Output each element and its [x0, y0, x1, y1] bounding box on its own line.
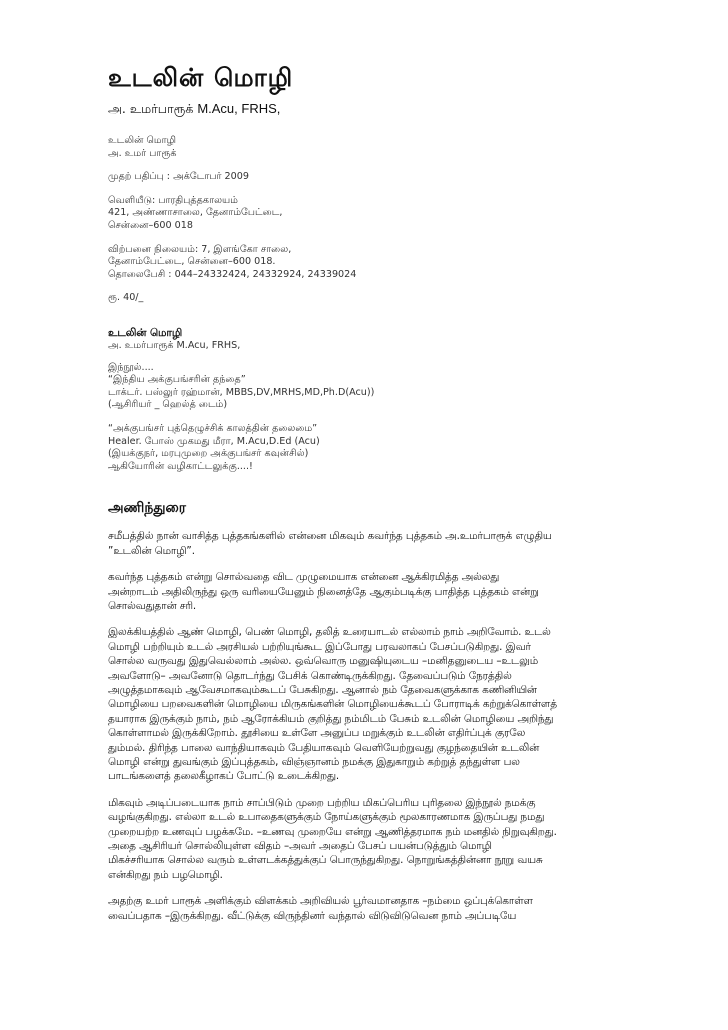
foreword-paragraph	[108, 796, 628, 882]
second-title-block	[108, 327, 628, 353]
author-line	[108, 100, 628, 117]
sales-line: தொலைபேசி : 044–24332424, 24332924, 24339024	[108, 268, 357, 280]
dedication-line: (ஆசிரியர் _ ஹெல்த் டைம்)	[108, 399, 228, 411]
text-line: மொழியை பறவைகளின் மொழியை மிருகங்களின் மொழியைக்கூடப் போராடிக் கற்றுக்கொள்ளத்	[108, 698, 557, 711]
second-book-title: உடலின் மொழி	[108, 326, 183, 339]
text-line: மிகச்சரியாக சொல்ல வரும் உள்ளடக்கத்துக்குப் பொருந்துகிறது. நொறுங்கத்தின்னா நூறு வயசு	[108, 854, 543, 867]
dedication-line: (இயக்குநர், மரபுமுறை அக்குபங்சர் கவுன்சில்)	[108, 448, 309, 460]
dedication-line: டாக்டர். பஸ்லுர் ரஹ்மான், MBBS,DV,MRHS,MD,Ph.D(Acu))	[108, 386, 375, 398]
edition-line: முதற் பதிப்பு : அக்டோபர் 2009	[108, 171, 249, 183]
dedication-line: இந்நூல்....	[108, 361, 154, 373]
foreword-paragraph	[108, 529, 628, 558]
foreword-paragraph	[108, 625, 628, 783]
dedication-line: “இந்திய அக்குபங்சரின் தந்தை”	[108, 374, 246, 386]
text-line: அவளோடு– அவனோடு தொடர்ந்து பேசிக் கொண்டிருக்கிறது. தேவைப்படும் நேரத்தில்	[108, 669, 512, 682]
text-line: கவர்ந்த புத்தகம் என்று சொல்வதை விட முழுமையாக என்னை ஆக்கிரமித்த அல்லது	[108, 571, 500, 584]
foreword-heading: அணிந்துரை	[108, 500, 186, 517]
publisher-line: 421, அண்ணாசாலை, தேனாம்பேட்டை,	[108, 207, 283, 219]
text-line: மொழி என்று துவங்கும் இப்புத்தகம், விஞ்ஞானம் நமக்கு இதுகாறும் கற்றுத் தந்துள்ள பல	[108, 755, 520, 768]
text-line: சொல்வதுதான் சரி.	[108, 599, 197, 612]
dedication-block-2	[108, 423, 628, 473]
text-line: ”உடலின் மொழி”.	[108, 544, 196, 557]
text-line: இலக்கியத்தில் ஆண் மொழி, பெண் மொழி, தலித் உரையாடல் எல்லாம் நாம் அறிவோம். உடல்	[108, 626, 551, 639]
publisher-info	[108, 195, 628, 233]
text-line: சமீபத்தில் நான் வாசித்த புத்தகங்களில் என்னை மிகவும் கவர்ந்த புத்தகம் அ.உமர்பாரூக் எழுதிய	[108, 530, 552, 543]
book-name: உடலின் மொழி	[108, 135, 177, 146]
dedication-block	[108, 362, 628, 412]
book-title: உடலின் மொழி	[108, 63, 294, 92]
price-info	[108, 292, 628, 305]
text-line: மொழி பற்றியும் உடல் அரசியல் பற்றியுங்கூட இப்போது பரவலாகப் பேசப்படுகிறது. இவர்	[108, 640, 531, 653]
text-line: அதை ஆசிரியர் சொல்லியுள்ள விதம் –அவர் அதைப் பேசப் பயன்படுத்தும் மொழி	[108, 840, 492, 852]
foreword-paragraph	[108, 894, 628, 923]
text-line: அன்றாடம் அதிலிருந்து ஒரு வரியையேனும் நினைத்தே ஆகும்படிக்கு பாதித்த புத்தகம் என்று	[108, 585, 539, 598]
text-line: தயாராக இருக்கும் நாம், நம் ஆரோக்கியம் குறித்து நம்மிடம் பேசும் உடலின் மொழியை அறிந்து	[108, 712, 554, 725]
text-line: முறையற்ற உணவுப் பழக்கமே. –உணவு முறையே என்று ஆணித்தரமாக நம் மனதில் நிறுவுகிறது.	[108, 825, 557, 838]
edition-info	[108, 171, 628, 184]
text-line: தும்மல். திரிந்த பாலை வாந்தியாகவும் பேதியாகவும் வெளியேற்றுவது குழந்தையின் உடலின்	[108, 741, 540, 754]
text-line: அழுத்தமாகவும் ஆவேசமாகவும்கூடப் பேசுகிறது. ஆனால் நம் தேவைகளுக்காக கணினியின்	[108, 683, 537, 696]
sales-info	[108, 244, 628, 282]
text-line: மிகவும் அடிப்படையாக நாம் சாப்பிடும் முறை பற்றிய மிகப்பெரிய புரிதலை இந்நூல் நமக்கு	[108, 796, 536, 809]
book-info	[108, 135, 628, 160]
dedication-line: Healer. போஸ் முகமது மீரா, M.Acu,D.Ed (Acu)	[108, 435, 320, 447]
sales-line: தேனாம்பேட்டை, சென்னை–600 018.	[108, 256, 276, 268]
second-author: அ. உமர்பாரூக் M.Acu, FRHS,	[108, 339, 241, 351]
dedication-line: ஆகியோரின் வழிகாட்டலுக்கு....!	[108, 460, 253, 472]
foreword-paragraph	[108, 570, 628, 613]
price: ரூ. 40/_	[108, 292, 144, 304]
publisher-line: வெளியீடு: பாரதிபுத்தகாலயம்	[108, 194, 238, 206]
text-line: என்கிறது நம் பழமொழி.	[108, 868, 223, 881]
dedication-line: “அக்குபங்சர் புத்தெழுச்சிக் காலத்தின் தலைமை”	[108, 422, 318, 434]
text-line: வைப்பதாக –இருக்கிறது. வீட்டுக்கு விருந்தினர் வந்தால் விடுவிடுவென நாம் அப்படியே	[108, 909, 517, 922]
book-author: அ. உமர் பாரூக்	[108, 147, 177, 159]
author-name-tamil: அ. உமர்பாரூக்	[108, 101, 194, 116]
text-line: பாடங்களைத் தலைகீழாகப் போட்டு உடைக்கிறது.	[108, 770, 340, 783]
text-line: அதற்கு உமர் பாரூக் அளிக்கும் விளக்கம் அறிவியல் பூர்வமானதாக –நம்மை ஒப்புக்கொள்ள	[108, 895, 533, 908]
sales-line: விற்பனை நிலையம்: 7, இளங்கோ சாலை,	[108, 243, 292, 255]
document-page	[108, 62, 628, 935]
author-credentials: M.Acu, FRHS,	[197, 101, 281, 116]
text-line: வழங்குகிறது. எல்லா உடல் உபாதைகளுக்கும் நோய்களுக்கும் மூலகாரணமாக இருப்பது நமது	[108, 811, 545, 824]
text-line: சொல்ல வருவது இதுவெல்லாம் அல்ல. ஒவ்வொரு மனுஷியுடைய –மனிதனுடைய –உடலும்	[108, 655, 538, 668]
text-line: கொள்ளாமல் இருக்கிறோம். தூசியை உள்ளே அனுப்ப மறுக்கும் உடலின் எதிர்ப்புக் குரலே	[108, 727, 526, 740]
publisher-line: சென்னை–600 018	[108, 219, 193, 231]
